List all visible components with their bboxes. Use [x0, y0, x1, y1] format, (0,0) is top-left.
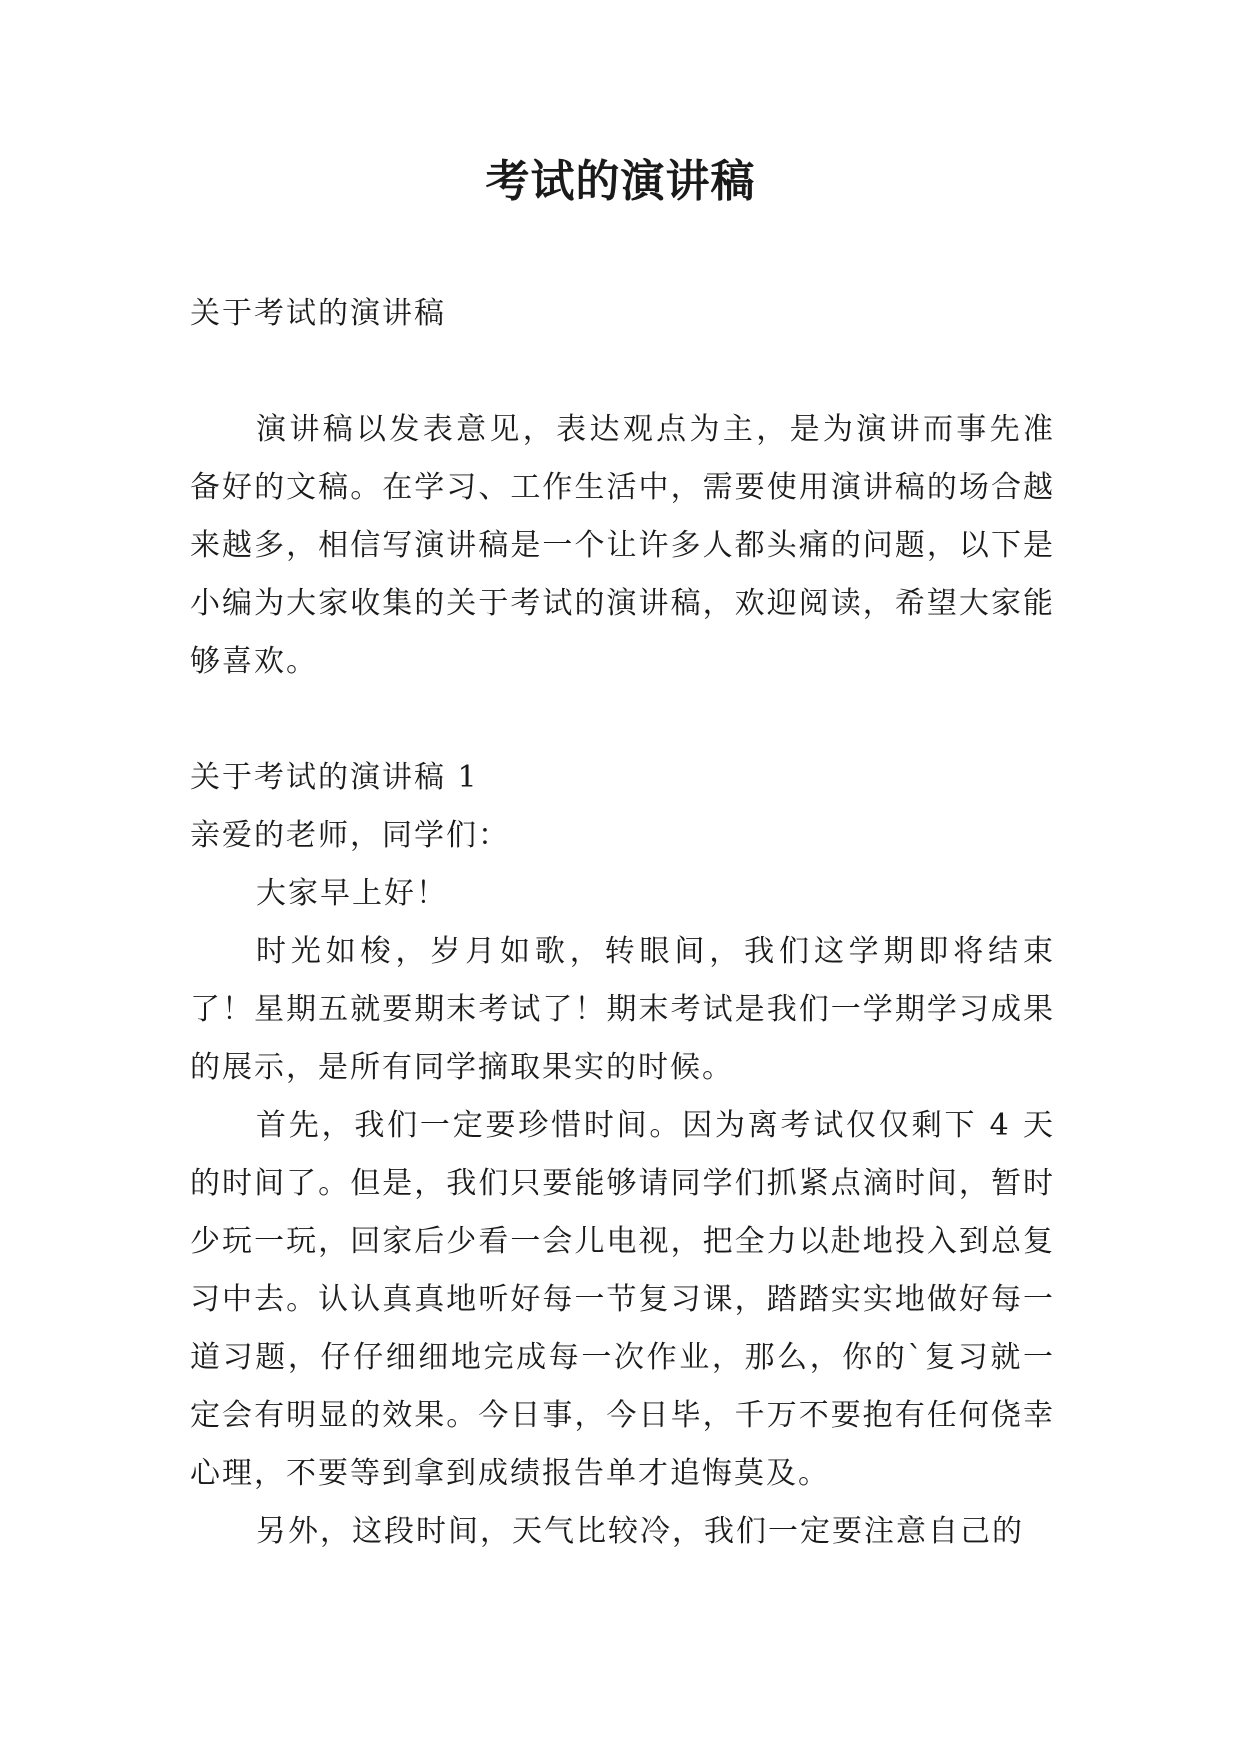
salutation: 亲爱的老师，同学们：: [190, 818, 510, 853]
intro-paragraph: 演讲稿以发表意见，表达观点为主，是为演讲而事先准备好的文稿。在学习、工作生活中，需要使用演讲稿的场合越来越多，相信写演讲稿是一个让许多人都头痛的问题，以下是小编为大家收集的关于考试的演讲稿，欢迎阅读，希望大家能够喜欢。: [190, 412, 1055, 679]
document-title: 考试的演讲稿: [485, 156, 756, 207]
section-heading: 关于考试的演讲稿 1: [190, 760, 479, 795]
paragraph-time: 时光如梭，岁月如歌，转眼间，我们这学期即将结束了！星期五就要期末考试了！期末考试是我们一学期学习成果的展示，是所有同学摘取果实的时候。: [190, 934, 1055, 1085]
document-subtitle: 关于考试的演讲稿: [190, 296, 446, 331]
paragraph-review: 首先，我们一定要珍惜时间。因为离考试仅仅剩下 4 天的时间了。但是，我们只要能够请同学们抓紧点滴时间，暂时少玩一玩，回家后少看一会儿电视，把全力以赴地投入到总复习中去。认认真真地听好每一节复习课，踏踏实实地做好每一道习题，仔仔细细地完成每一次作业，那么，你的`复习就一定会有明显的效果。今日事，今日毕，千万不要抱有任何侥幸心理，不要等到拿到成绩报告单才追悔莫及。: [190, 1108, 1055, 1491]
document-body: [190, 285, 1055, 1561]
paragraph-greeting: 大家早上好！: [256, 876, 448, 911]
paragraph-weather: 另外，这段时间，天气比较冷，我们一定要注意自己的: [256, 1514, 1024, 1549]
